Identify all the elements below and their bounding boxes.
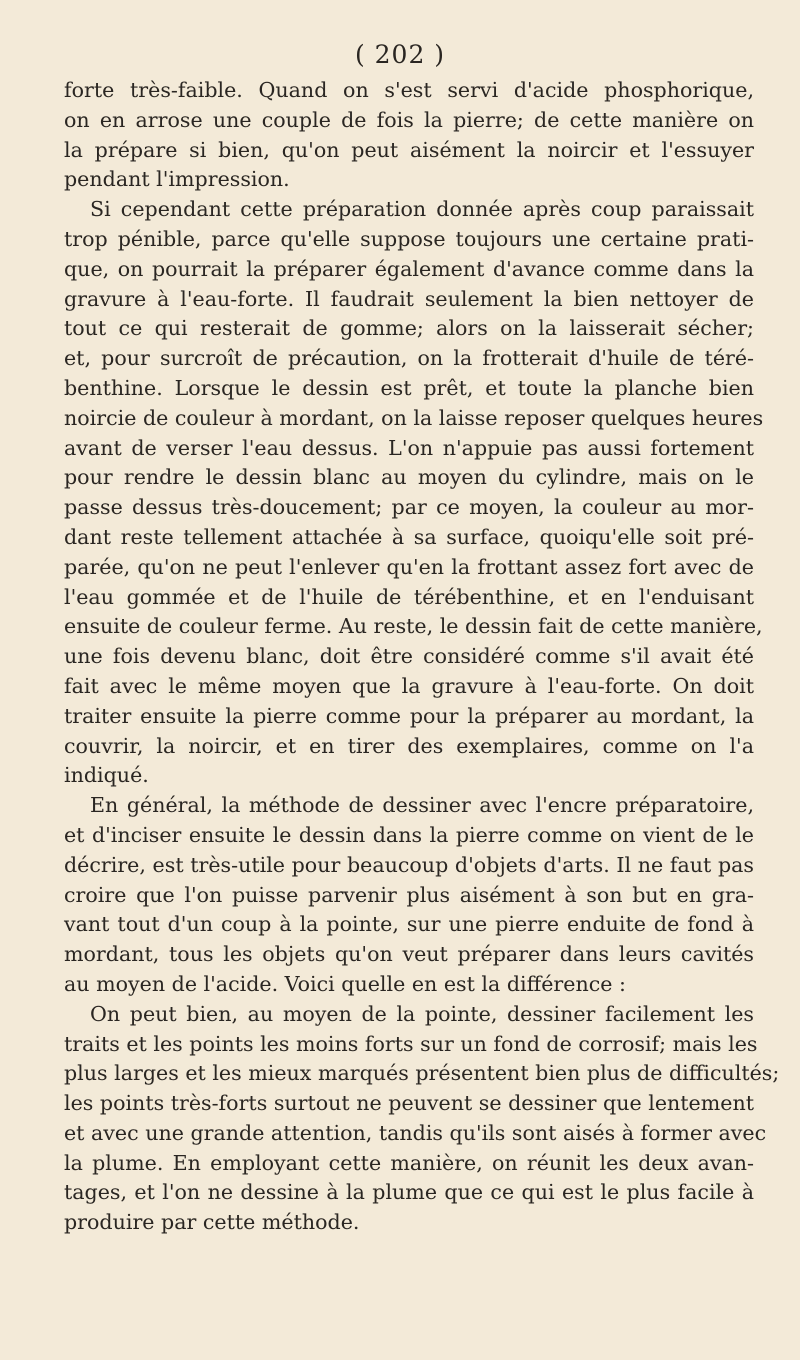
text-line: la prépare si bien, qu'on peut aisément la noircir et l'essuyer	[64, 137, 754, 162]
text-line: forte très-faible. Quand on s'est servi d'acide phosphorique,	[64, 78, 754, 102]
paragraph	[64, 1000, 780, 1238]
text-line: ensuite de couleur ferme. Au reste, le dessin fait de cette manière,	[64, 614, 763, 639]
paragraph	[64, 76, 754, 195]
text-line: traiter ensuite la pierre comme pour la préparer au mordant, la	[64, 703, 754, 728]
text-line: benthine. Lorsque le dessin est prêt, et toute la planche bien	[64, 375, 754, 400]
paragraph	[64, 195, 764, 791]
text-line: plus larges et les mieux marqués présentent bien plus de difficultés;	[64, 1061, 780, 1086]
text-line: indiqué.	[64, 763, 149, 788]
text-line: parée, qu'on ne peut l'enlever qu'en la frottant assez fort avec de	[64, 554, 754, 579]
text-line: traits et les points les moins forts sur un fond de corrosif; mais les	[64, 1031, 758, 1056]
text-line: croire que l'on puisse parvenir plus aisément à son but en gra-	[64, 882, 754, 907]
text-line: avant de verser l'eau dessus. L'on n'appuie pas aussi fortement	[64, 435, 754, 460]
text-line: fait avec le même moyen que la gravure à l'eau-forte. On doit	[64, 673, 754, 698]
text-line: tout ce qui resterait de gomme; alors on la laisserait sécher;	[64, 316, 754, 341]
text-line: au moyen de l'acide. Voici quelle en est la différence :	[64, 971, 626, 996]
text-line: tages, et l'on ne dessine à la plume que ce qui est le plus facile à	[64, 1180, 754, 1205]
text-line: pour rendre le dessin blanc au moyen du cylindre, mais on le	[64, 465, 754, 490]
text-line: produire par cette méthode.	[64, 1210, 360, 1235]
text-line: vant tout d'un coup à la pointe, sur une pierre enduite de fond à	[64, 912, 754, 937]
paragraph	[64, 791, 754, 1000]
text-line: on en arrose une couple de fois la pierre; de cette manière on	[64, 107, 754, 132]
text-line: En général, la méthode de dessiner avec l'encre préparatoire,	[90, 793, 754, 818]
text-line: mordant, tous les objets qu'on veut préparer dans leurs cavités	[64, 942, 754, 967]
text-line: dant reste tellement attachée à sa surface, quoiqu'elle soit pré-	[64, 524, 754, 549]
text-line: et, pour surcroît de précaution, on la frotterait d'huile de téré-	[64, 346, 754, 371]
text-line: les points très-forts surtout ne peuvent se dessiner que lentement	[64, 1091, 754, 1116]
text-line: l'eau gommée et de l'huile de térébenthine, et en l'enduisant	[64, 584, 754, 609]
text-line: la plume. En employant cette manière, on réunit les deux avan-	[64, 1150, 754, 1175]
text-line: Si cependant cette préparation donnée après coup paraissait	[90, 197, 754, 222]
text-line: passe dessus très-doucement; par ce moyen, la couleur au mor-	[64, 495, 754, 520]
text-line: trop pénible, parce qu'elle suppose toujours une certaine prati-	[64, 226, 754, 251]
text-line: et avec une grande attention, tandis qu'ils sont aisés à former avec	[64, 1120, 767, 1145]
text-line: que, on pourrait la préparer également d'avance comme dans la	[64, 256, 754, 281]
body-text	[64, 76, 780, 1238]
text-line: pendant l'impression.	[64, 167, 290, 192]
text-line: une fois devenu blanc, doit être considéré comme s'il avait été	[64, 644, 754, 669]
text-line: couvrir, la noircir, et en tirer des exemplaires, comme on l'a	[64, 733, 754, 758]
text-line: gravure à l'eau-forte. Il faudrait seulement la bien nettoyer de	[64, 286, 754, 311]
text-line: décrire, est très-utile pour beaucoup d'objets d'arts. Il ne faut pas	[64, 852, 754, 877]
page-number: ( 202 )	[354, 40, 446, 69]
text-line: noircie de couleur à mordant, on la laisse reposer quelques heures	[64, 405, 764, 430]
text-line: On peut bien, au moyen de la pointe, dessiner facilement les	[90, 1001, 754, 1026]
text-line: et d'inciser ensuite le dessin dans la pierre comme on vient de le	[64, 822, 754, 847]
